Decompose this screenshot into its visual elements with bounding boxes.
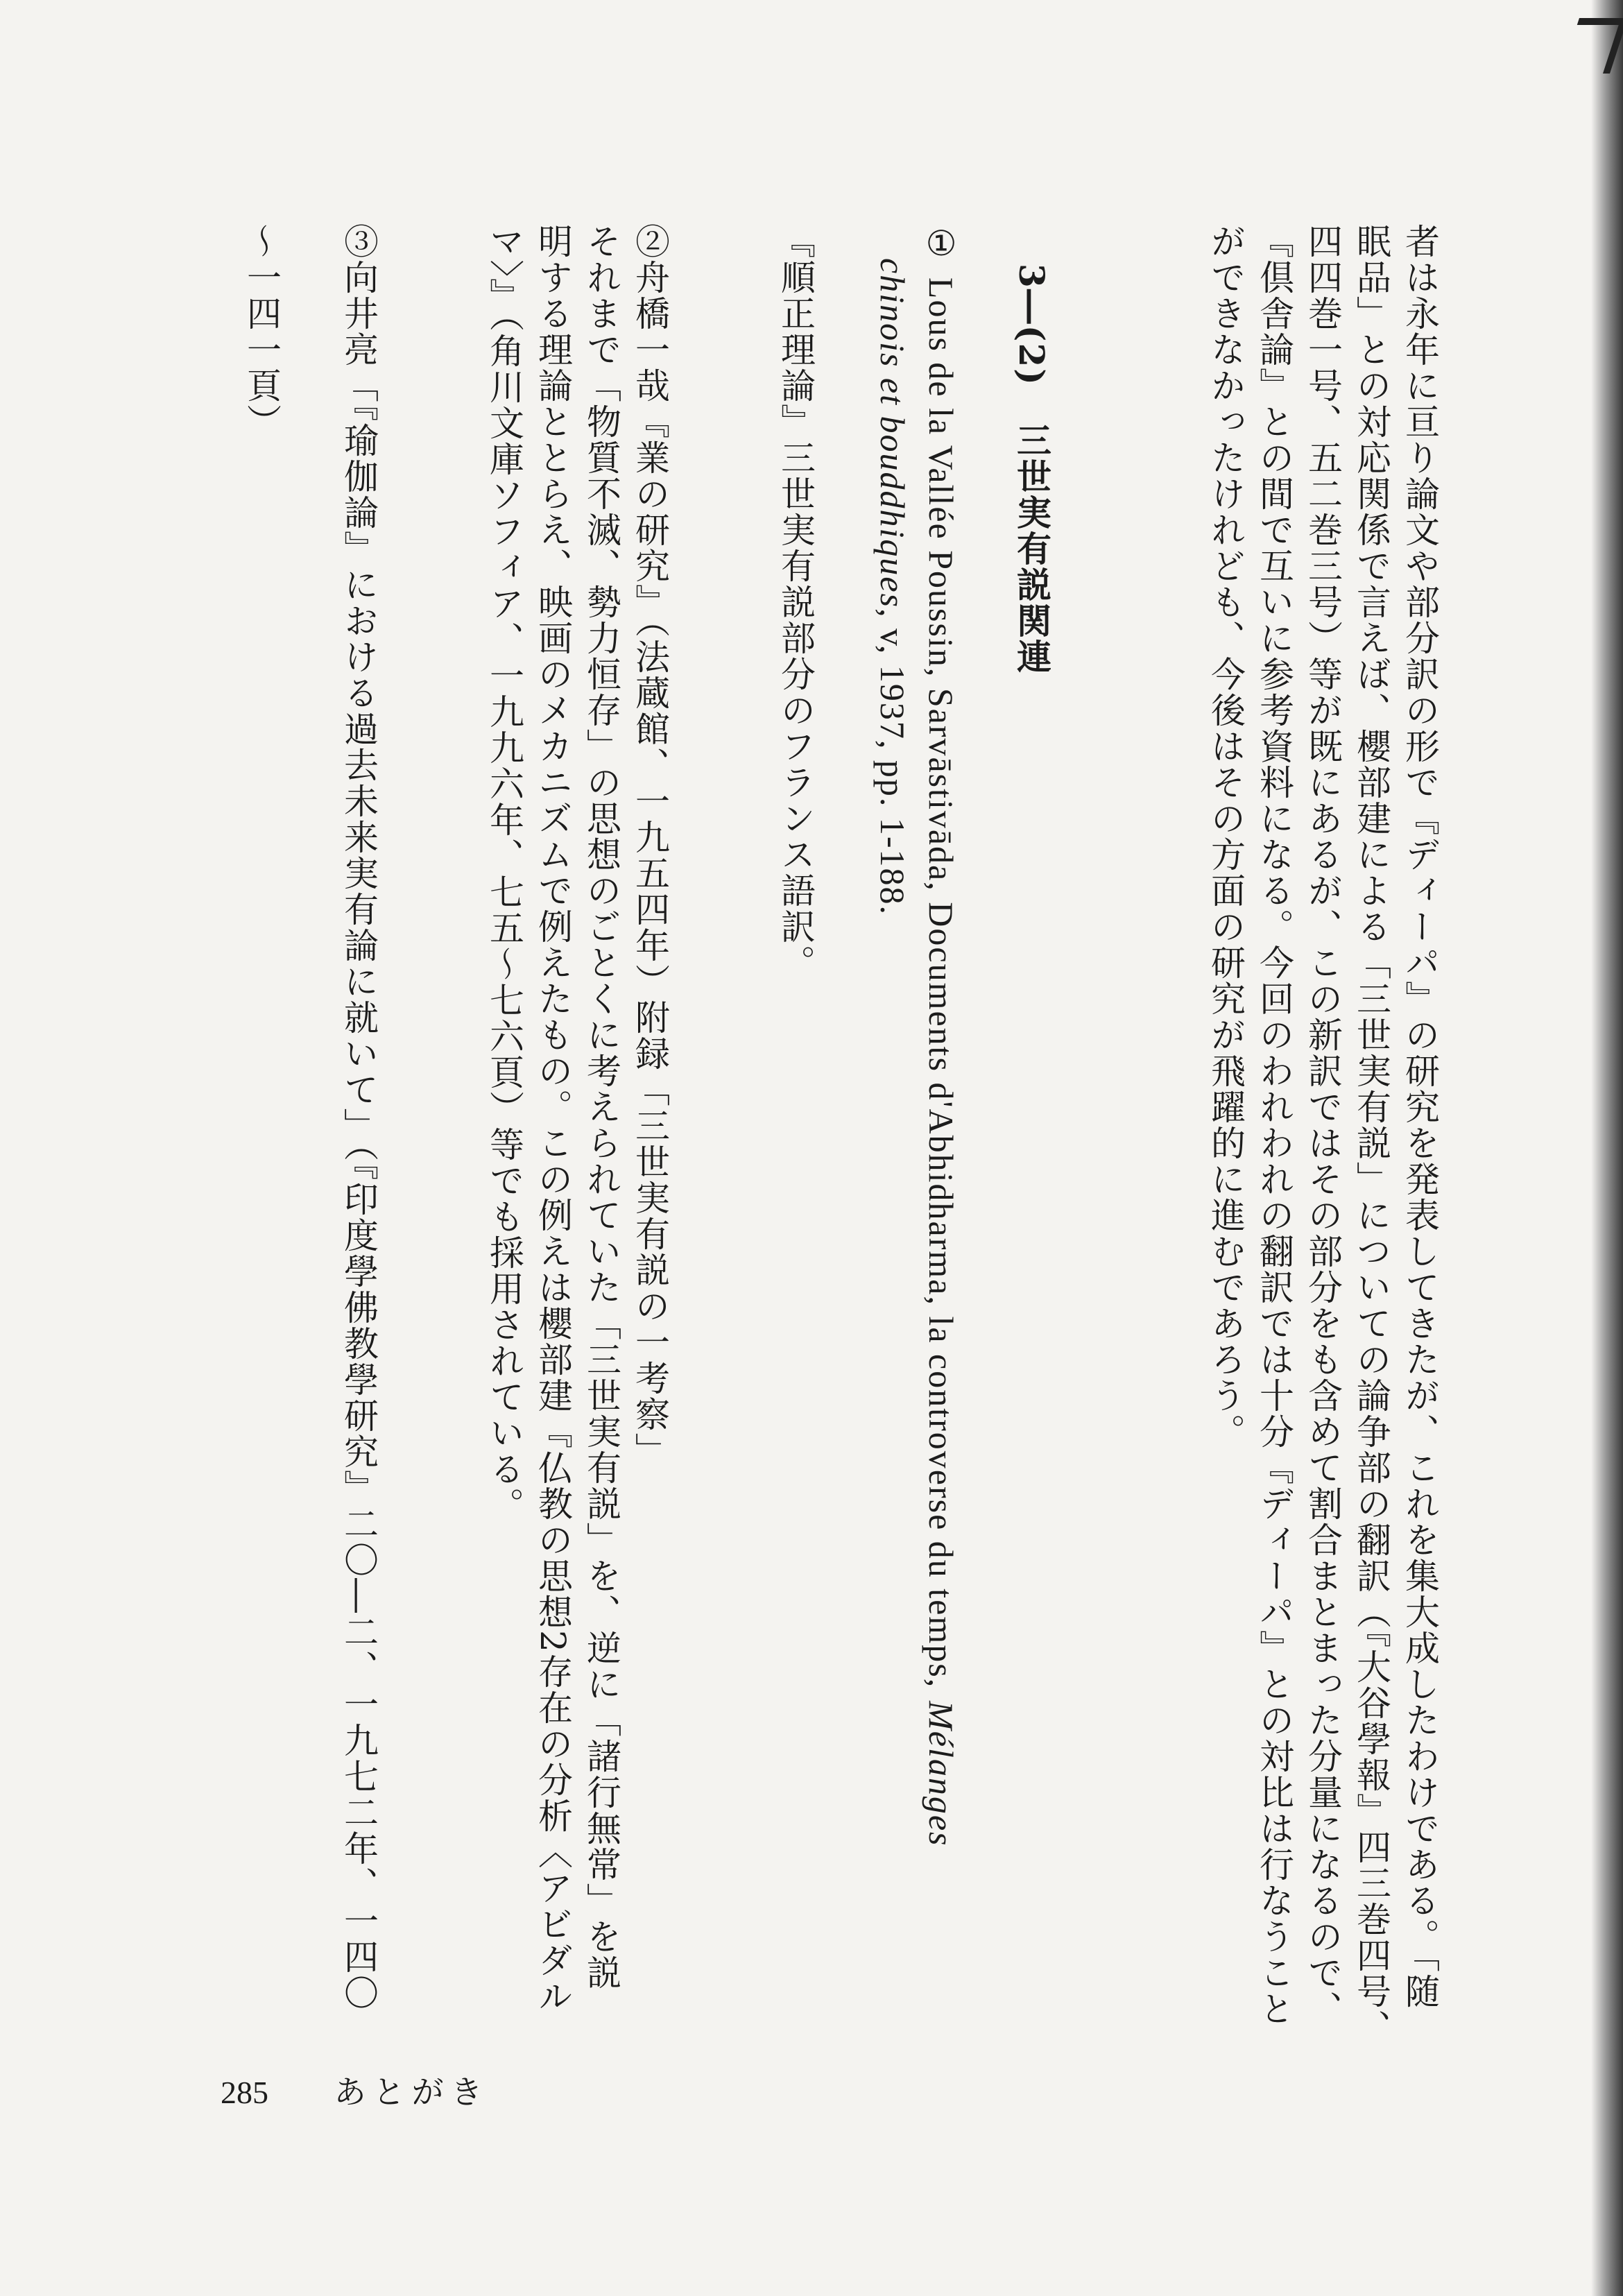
ref2-line-3: 明する理論ととらえ、映画のメカニズムで例えたもの。この例えは櫻部建『仏教の思想2存在の分析〈アビダル bbox=[533, 223, 573, 2014]
page-footer bbox=[221, 2067, 490, 2113]
body-line-4: 『倶舎論』との間で互いに参考資料になる。今回のわれわれの翻訳では十分『ディーパ』との対比は行なうこと bbox=[1254, 223, 1294, 2027]
body-line-2: 眠品」との対応関係で言えば、櫻部建による「三世実有説」についての論争部の翻訳（『大谷學報』四三巻四号、 bbox=[1351, 223, 1391, 2046]
page-edge-shadow bbox=[1591, 0, 1623, 2296]
ref1-journal-title-part2: chinois et bouddhiques bbox=[873, 258, 912, 609]
ref2-line-4: マ〉』（角川文庫ソフィア、一九九六年、七五～七六頁）等でも採用されている。 bbox=[484, 223, 524, 1523]
ref1-line-1 bbox=[917, 223, 965, 1847]
ref1-line-2 bbox=[868, 223, 917, 916]
page-number: 285 bbox=[221, 2075, 268, 2110]
ref3-line-1: ③向井亮「『瑜伽論』における過去未来実有論に就いて」（『印度學佛教學研究』二〇―二、一九七二年、一四〇 bbox=[338, 223, 379, 2011]
ref3-line-2: ～一四一頁） bbox=[241, 223, 282, 440]
body-line-1: 者は永年に亘り論文や部分訳の形で『ディーパ』の研究を発表してきたが、これを集大成したわけである。「随 bbox=[1400, 223, 1440, 2010]
ref2-line-2: それまで「物質不滅、勢力恒存」の思想のごとくに考えられていた「三世実有説」を、逆に「諸行無常」を説 bbox=[581, 223, 621, 1991]
running-title: あとがき bbox=[334, 2073, 490, 2111]
body-line-5: ができなかったけれども、今後はその方面の研究が飛躍的に進むであろう。 bbox=[1205, 223, 1246, 1450]
section-heading: 3―(2) 三世実有説関連 bbox=[1011, 264, 1052, 675]
ref2-line-1: ②舟橋一哉『業の研究』（法蔵館、一九五四年）附録「三世実有説の一考察」 bbox=[630, 223, 670, 1468]
ref1-journal-title-part1: Mélanges bbox=[922, 1701, 961, 1847]
ref1-number: ① bbox=[921, 223, 961, 265]
ref1-citation: Lous de la Vallée Poussin, Sarvāstivāda, Documents d'Abhidharma, la controverse du temps, bbox=[922, 277, 961, 1689]
ref1-note: 『順正理論』三世実有説部分のフランス語訳。 bbox=[775, 223, 816, 981]
ref1-volume-pages: , v, 1937, pp. 1-188. bbox=[873, 608, 912, 916]
body-line-3: 四四巻一号、五二巻三号）等が既にあるが、この新訳ではその部分をも含めて割合まとまった分量になるので、 bbox=[1303, 223, 1343, 2027]
